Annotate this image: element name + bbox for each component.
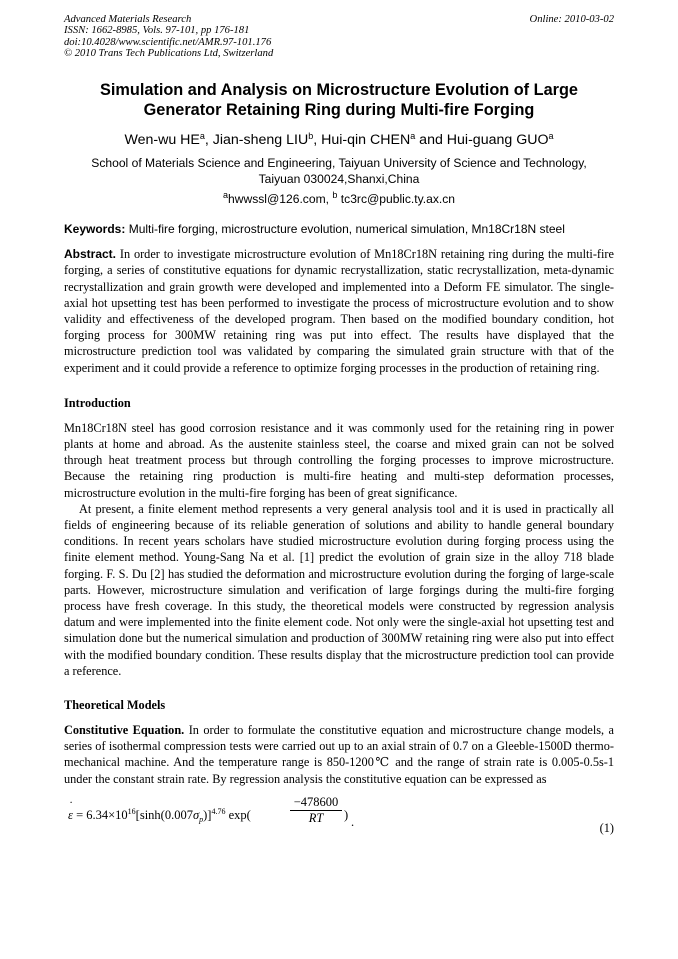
journal-issn: ISSN: 1662-8985, Vols. 97-101, pp 176-181	[64, 25, 250, 37]
paper-page	[64, 14, 614, 835]
journal-copyright: © 2010 Trans Tech Publications Ltd, Switzerland	[64, 47, 274, 59]
author-name: Hui-qin CHEN	[321, 132, 411, 149]
email-separator: ,	[325, 192, 333, 207]
email-link[interactable]: hwwssl@126.com	[228, 192, 326, 207]
email-link[interactable]: tc3rc@public.ty.ax.cn	[340, 192, 455, 207]
journal-name: Advanced Materials Research	[64, 14, 192, 25]
keywords	[64, 221, 614, 237]
journal-doi[interactable]: doi:10.4028/www.scientific.net/AMR.97-101.176	[64, 36, 272, 48]
theory-text: In order to formulate the constitutive equation and microstructure change models, a series of isothermal compression tests were carried out up to an axial strain of 0.7 on a Gleeble-1500D thermo-mechanical machine. And the temperature range is 850-1200℃ and the range of strain rate is 0.005-0.5s-1 under the constant strain rate. By regression analysis the constitutive equation can be expressed as	[64, 723, 614, 786]
equation-fraction	[290, 795, 342, 826]
paper-title: Simulation and Analysis on Microstructure Evolution of Large Generator Retaining Ring during Multi-fire Forging	[100, 81, 578, 119]
strain-rate-symbol: ε ˙	[68, 808, 73, 823]
fraction-denominator: RT	[308, 810, 324, 825]
journal-header	[64, 14, 614, 59]
author-name: Jian-sheng LIU	[212, 132, 309, 149]
section-heading-introduction: Introduction	[64, 395, 131, 410]
author-name: Wen-wu HE	[124, 132, 200, 149]
author-separator: and	[415, 132, 447, 149]
section-heading-theoretical-models: Theoretical Models	[64, 698, 166, 713]
equation-exp-fn: exp(	[225, 807, 251, 822]
equation-exponent: 4.76	[211, 806, 226, 816]
author-separator: ,	[313, 132, 322, 149]
intro-paragraph: Mn18Cr18N steel has good corrosion resistance and it was commonly used for the retaining ring in power plants at home and abroad. As the austenite stainless steel, the coarse and mixed grain can not be solved through heat treatment process but through controlling the forging processes to improve microstructure. Because the retaining ring production is multi-fire heating and multi-step deformation processes, microstructure evolution in the multi-fire forging has been of great significance.	[64, 420, 614, 500]
author-list	[64, 131, 614, 149]
keywords-text: Multi-fire forging, microstructure evolution, numerical simulation, Mn18Cr18N steel	[128, 222, 565, 237]
theory-paragraph	[64, 722, 614, 787]
author-separator: ,	[204, 132, 213, 149]
author-affil-mark: a	[548, 131, 554, 142]
equation-1	[64, 795, 614, 835]
email-affil-mark: b	[332, 190, 338, 201]
equation-sinh-close: )]	[203, 807, 212, 822]
affiliation	[64, 155, 614, 187]
author-name: Hui-guang GUO	[446, 132, 549, 149]
equation-period: .	[351, 814, 355, 829]
equation-number: (1)	[599, 820, 614, 835]
abstract-label: Abstract.	[64, 247, 117, 262]
online-date: Online: 2010-03-02	[529, 14, 614, 25]
intro-paragraph: At present, a finite element method represents a very general analysis tool and it is used in practically all fields of engineering because of its reliable generation of solutions and ability to handle general boundary conditions. In recent years scholars have studied microstructure evolution during forging process using the finite element method. Young-Sang Na et al. [1] predict the evolution of grain size in the alloy 718 blade forging. F. S. Du [2] has studied the deformation and microstructure evolution during the forging of large-scale parts. However, microstructure simulation and verification of large forgings during the multi-fire forging process have fresh coverage. In this study, the theoretical models were constructed by regression analysis datum and were implemented into the finite element code. Not only were the single-axial hot upsetting test and simulation done but the numerical simulation and production of 300MW retaining ring were also put into effect with the modified boundary condition. These results display that the microstructure prediction tool can provide a reference.	[64, 501, 614, 678]
fraction-numerator: −478600	[290, 795, 342, 811]
author-emails	[64, 191, 614, 207]
author-affil-mark: a	[410, 131, 416, 142]
email-affil-mark: a	[223, 190, 229, 201]
subsection-label: Constitutive Equation.	[64, 723, 185, 738]
equation-sinh-open: [sinh(0.007	[135, 807, 193, 822]
equation-exponent: 16	[127, 806, 136, 816]
sigma-subscript: p	[199, 814, 204, 824]
affiliation-line: School of Materials Science and Engineering, Taiyuan University of Science and Technology,	[91, 156, 587, 171]
abstract-text: In order to investigate microstructure evolution of Mn18Cr18N retaining ring during the multi-fire forging, a series of constitutive equations for dynamic recrystallization, static recrystallization, meta-dynamic recrystallization and grain growth were developed and implemented into a Deform FE simulator. The single-axial hot upsetting test has been performed to investigate the process of microstructure evolution and to show validity and effectiveness of the developed program. Then based on the modified boundary condition, hot forging process for 300MW retaining ring was put into effect. The results have displayed that the microstructure prediction tool was validated by comparing the simulated grain structure with that of the experiment and it could provide a reference to optimize forging processes in the production of retaining ring.	[64, 247, 614, 375]
sigma-symbol: σ	[192, 807, 200, 822]
author-affil-mark: a	[199, 131, 205, 142]
abstract	[64, 246, 614, 376]
affiliation-line: Taiyuan 030024,Shanxi,China	[258, 172, 420, 187]
author-affil-mark: b	[308, 131, 314, 142]
equation-equals: = 6.34×10	[72, 807, 128, 822]
equation-lhs	[68, 808, 251, 823]
equation-close-paren: )	[344, 807, 349, 822]
keywords-label: Keywords:	[64, 222, 126, 237]
